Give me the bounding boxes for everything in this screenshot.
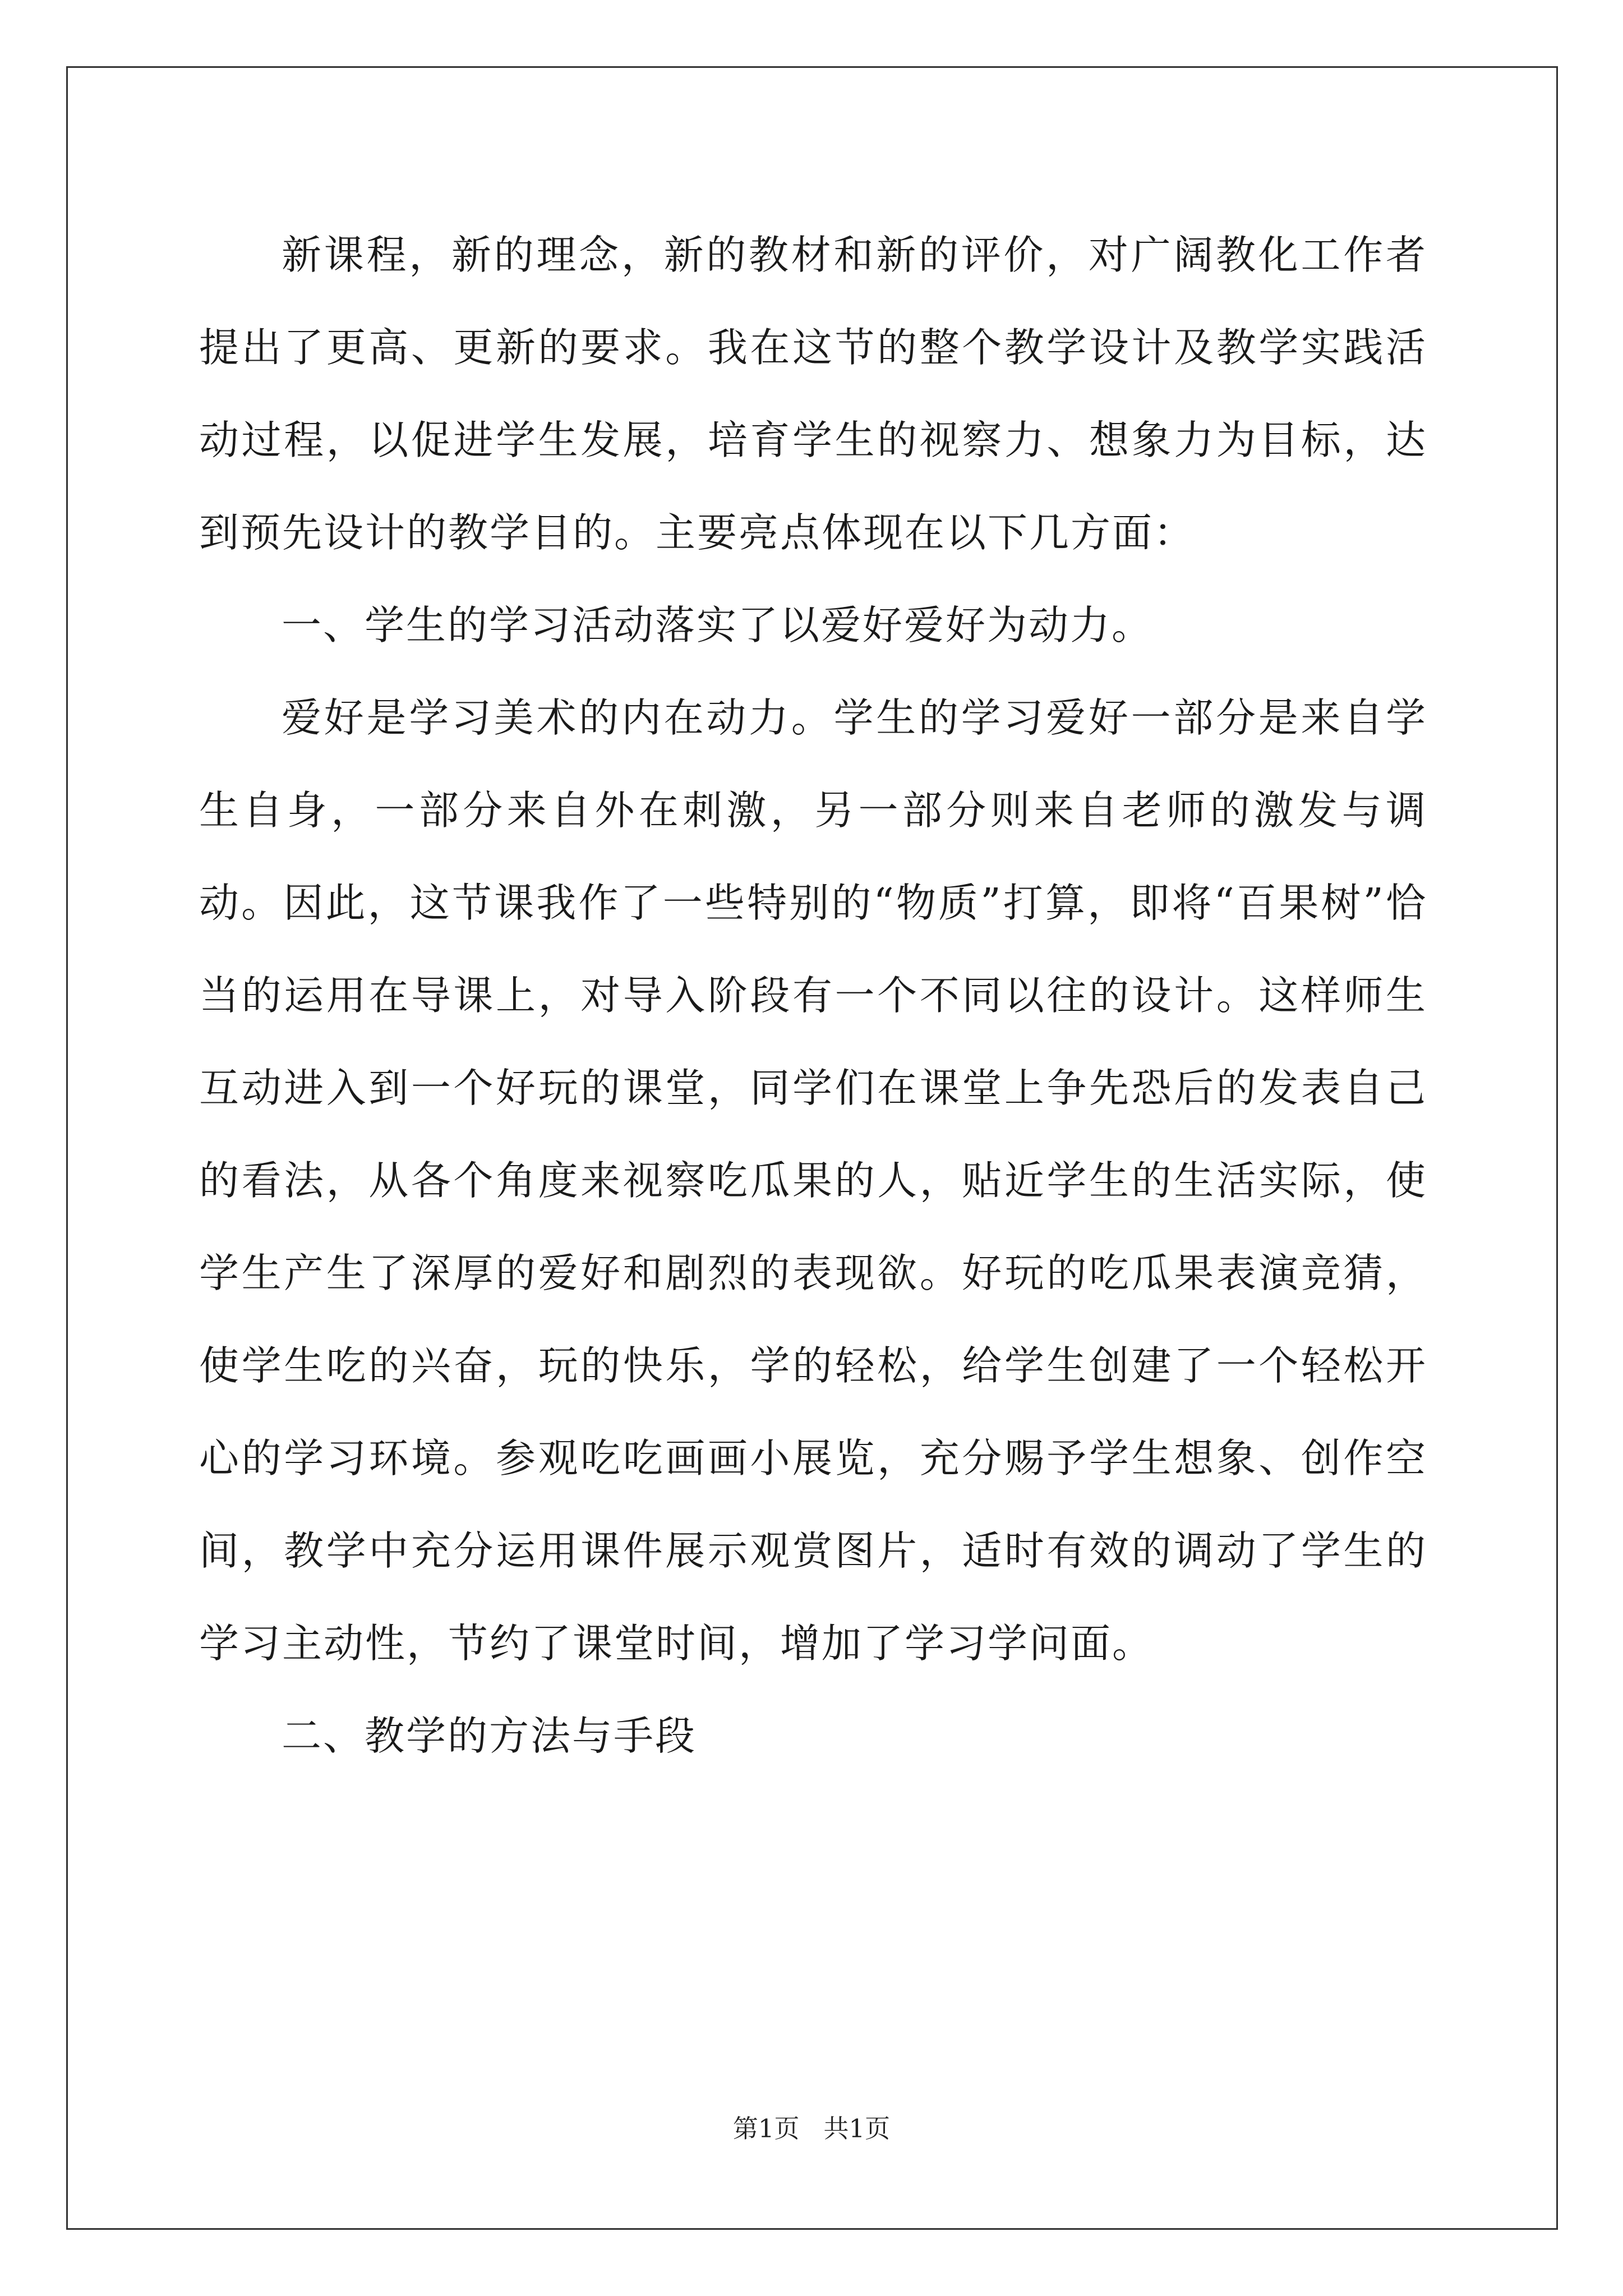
heading-section-two: 二、教学的方法与手段 <box>282 1713 697 1759</box>
page-footer <box>0 2108 1623 2145</box>
page-number: 第1页 <box>732 2114 800 2143</box>
heading-section-one: 一、学生的学习活动落实了以爱好爱好为动力。 <box>282 602 1154 648</box>
paragraph-section-one-body: 爱好是学习美术的内在动力。学生的学习爱好一部分是来自学生自身，一部分来自外在刺激，另一部分则来自老师的激发与调动。因此，这节课我作了一些特别的“物质”打算，即将“百果树”恰当的运用在导课上，对导入阶段有一个不同以往的设计。这样师生互动进入到一个好玩的课堂，同学们在课堂上争先恐后的发表自己的看法，从各个角度来视察吃瓜果的人，贴近学生的生活实际，使学生产生了深厚的爱好和剧烈的表现欲。好玩的吃瓜果表演竞猜，使学生吃的兴奋，玩的快乐，学的轻松，给学生创建了一个轻松开心的学习环境。参观吃吃画画小展览，充分赐予学生想象、创作空间，教学中充分运用课件展示观赏图片，适时有效的调动了学生的学习主动性，节约了课堂时间，增加了学习学问面。 <box>199 694 1427 1667</box>
page-total: 共1页 <box>823 2114 891 2143</box>
paragraph-intro: 新课程，新的理念，新的教材和新的评价，对广阔教化工作者提出了更高、更新的要求。我在这节的整个教学设计及教学实践活动过程，以促进学生发展，培育学生的视察力、想象力为目标，达到预先设计的教学目的。主要亮点体现在以下几方面： <box>199 232 1427 556</box>
document-body <box>199 209 1427 1782</box>
